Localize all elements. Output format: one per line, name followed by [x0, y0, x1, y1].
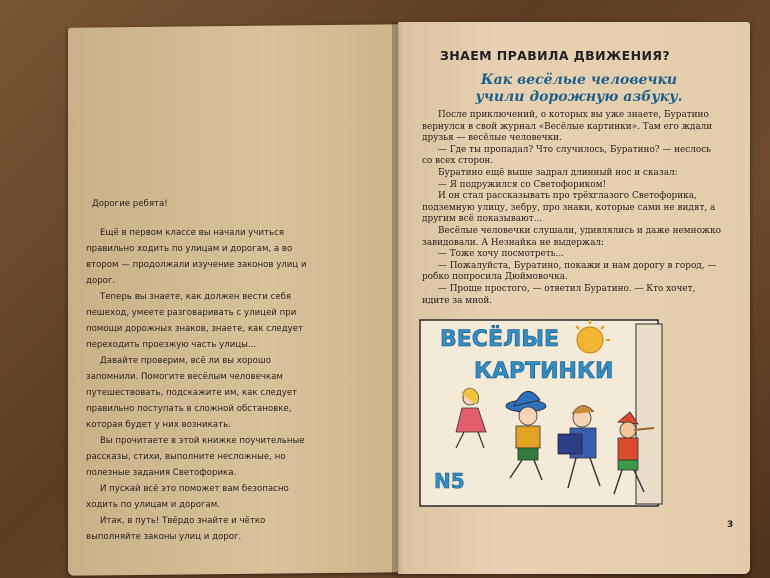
issue-number: N5: [434, 469, 465, 493]
story-text: [422, 110, 722, 307]
book-spine: [392, 22, 406, 574]
sun-icon: [577, 327, 603, 353]
paragraph: — Тоже хочу посмотреть...: [438, 249, 564, 260]
paragraph: Итак, в путь! Твёрдо знайте и чётко выполняйте законы улиц и дорог.: [86, 516, 266, 542]
subtitle-line: Как весёлые человечки: [480, 72, 678, 88]
left-page-text: [86, 196, 316, 545]
paragraph: И пускай всё это поможет вам безопасно ходить по улицам и дорогам.: [86, 484, 289, 510]
paragraph: И он стал рассказывать про трёхглазого Светофорика, подземную улицу, зебру, про знаки, которые сами не видят, а другим всё показывают...: [422, 191, 716, 225]
paragraph: Ещё в первом классе вы начали учиться правильно ходить по улицам и дорогам, а во втором — продолжали изучение законов улиц и дорог.: [86, 228, 307, 286]
paragraph: — Я подружился со Светофориком!: [438, 179, 607, 190]
paragraph: Вы прочитаете в этой книжке поучительные рассказы, стихи, выполните несложные, но полезные задания Светофорика.: [86, 436, 305, 478]
greeting: Дорогие ребята!: [92, 199, 168, 209]
paragraph: Давайте проверим, всё ли вы хорошо запомнили. Помогите весёлым человечкам путешествовать, подскажите им, как следует правильно поступать в сложной обстановке, которая будет у них возникать.: [86, 356, 298, 430]
paragraph: После приключений, о которых вы уже знаете, Буратино вернулся в свой журнал «Весёлые картинки». Там его ждали друзья — весёлые человечки.: [422, 110, 713, 144]
magazine-pages-edge: [636, 324, 662, 504]
paragraph: — Где ты пропадал? Что случилось, Буратино? — неслось со всех сторон.: [422, 144, 711, 167]
page-title: ЗНАЕМ ПРАВИЛА ДВИЖЕНИЯ?: [440, 48, 671, 63]
page-number: 3: [727, 520, 734, 530]
paragraph: — Проще простого, — ответил Буратино. — Кто хочет, идите за мной.: [422, 283, 696, 306]
magazine-illustration: [418, 318, 666, 513]
paragraph: Теперь вы знаете, как должен вести себя пешеход, умеете разговаривать с улицей при помощи дорожных знаков, знаете, как следует переходить проезжую часть улицы...: [86, 292, 304, 350]
magazine-title-line1: ВЕСЁЛЫЕ: [440, 327, 560, 352]
magazine-title-line2: КАРТИНКИ: [474, 359, 614, 384]
subtitle-line: учили дорожную азбуку.: [475, 89, 683, 105]
story-subtitle: [454, 72, 704, 106]
paragraph: — Пожалуйста, Буратино, покажи и нам дорогу в город, — робко попросила Дюймовочка.: [422, 260, 717, 283]
paragraph: Весёлые человечки слушали, удивлялись и даже немножко завидовали. А Незнайка не выдержал:: [422, 225, 721, 248]
paragraph: Буратино ещё выше задрал длинный нос и сказал:: [438, 167, 678, 178]
